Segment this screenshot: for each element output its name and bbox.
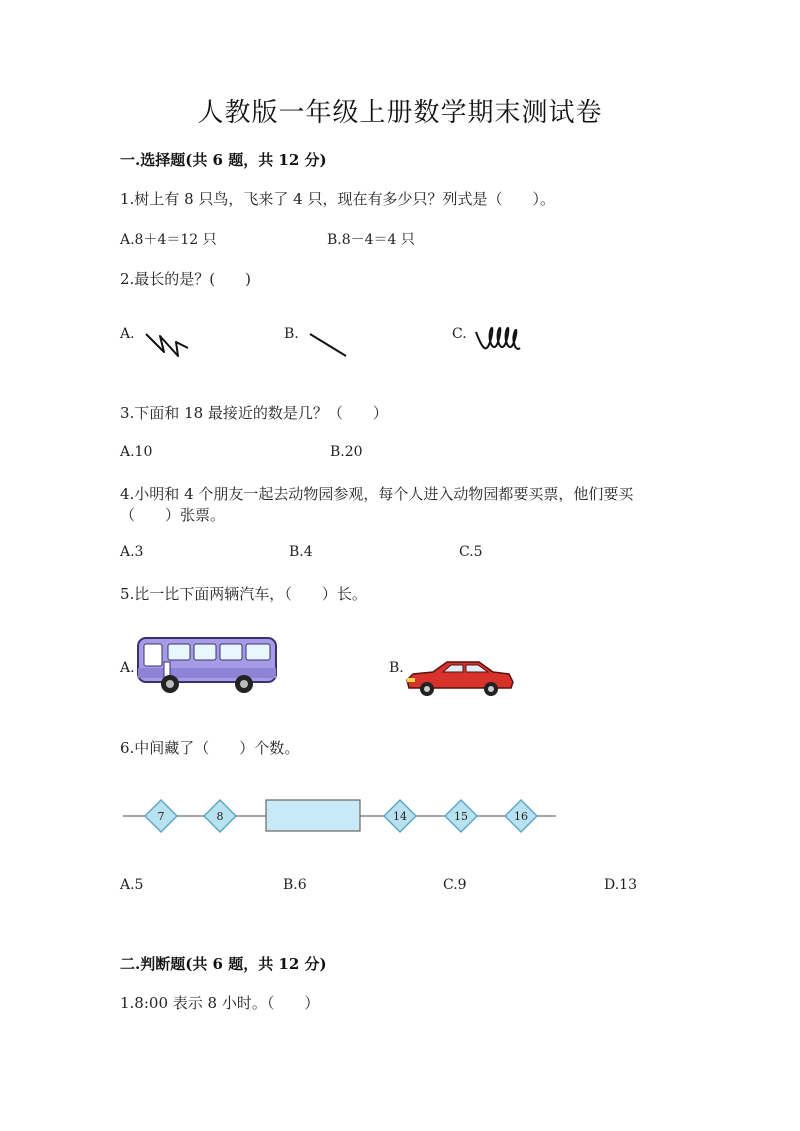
- question-1-option-a: A.8＋4＝12 只: [120, 232, 217, 248]
- question-6-option-a: A.5: [120, 877, 144, 893]
- number-line-item: [445, 800, 477, 832]
- page-title: 人教版一年级上册数学期末测试卷: [197, 98, 603, 128]
- question-4-option-a: A.3: [120, 544, 144, 560]
- loop-scribble-image: [472, 318, 530, 362]
- question-2-option-b: B.: [284, 326, 299, 342]
- number-line-item: [384, 800, 416, 832]
- question-3-option-b: B.20: [330, 444, 363, 460]
- number-line-value: 7: [157, 810, 165, 823]
- number-line-value: 15: [454, 810, 468, 823]
- question-2-stem: 2.最长的是？( ): [120, 270, 252, 288]
- question-4-stem-line2: （ ）张票。: [120, 506, 226, 524]
- question-2-option-a: A.: [120, 326, 135, 342]
- question-6-option-b: B.6: [283, 877, 307, 893]
- number-line-value: 14: [393, 810, 407, 823]
- question-1-option-b: B.8－4＝4 只: [327, 232, 415, 248]
- question-5-stem: 5.比一比下面两辆汽车，（ ）长。: [120, 585, 367, 603]
- question-6-option-d: D.13: [604, 877, 637, 893]
- question-4-option-b: B.4: [289, 544, 313, 560]
- judgment-question-1-stem: 1.8:00 表示 8 小时。（ ）: [120, 994, 320, 1012]
- question-4-stem-line1: 4.小明和 4 个朋友一起去动物园参观，每个人进入动物园都要买票，他们要买: [120, 485, 634, 503]
- question-3-option-a: A.10: [120, 444, 153, 460]
- zigzag-line-image: [142, 326, 192, 362]
- question-1-stem: 1.树上有 8 只鸟，飞来了 4 只，现在有多少只？列式是（ ）。: [120, 190, 555, 208]
- number-line-item: [505, 800, 537, 832]
- question-5-option-a: A.: [120, 660, 135, 676]
- question-6-option-c: C.9: [443, 877, 467, 893]
- question-6-stem: 6.中间藏了（ ）个数。: [120, 739, 300, 757]
- number-line-item: [145, 800, 177, 832]
- number-line-value: 16: [514, 810, 528, 823]
- number-line-item: [204, 800, 236, 832]
- bus-image: [134, 632, 280, 696]
- straight-line-image: [306, 330, 350, 360]
- hidden-numbers-box: [266, 800, 360, 831]
- question-4-option-c: C.5: [459, 544, 483, 560]
- number-line-figure: [120, 795, 560, 839]
- question-2-option-c: C.: [452, 326, 467, 342]
- question-5-option-b: B.: [389, 660, 404, 676]
- question-3-stem: 3.下面和 18 最接近的数是几？（ ）: [120, 404, 388, 422]
- number-line-value: 8: [216, 810, 224, 823]
- car-image: [403, 656, 515, 698]
- section-heading-judgment: 二.判断题(共 6 题，共 12 分): [120, 955, 327, 973]
- section-heading-choice: 一.选择题(共 6 题，共 12 分): [120, 151, 327, 169]
